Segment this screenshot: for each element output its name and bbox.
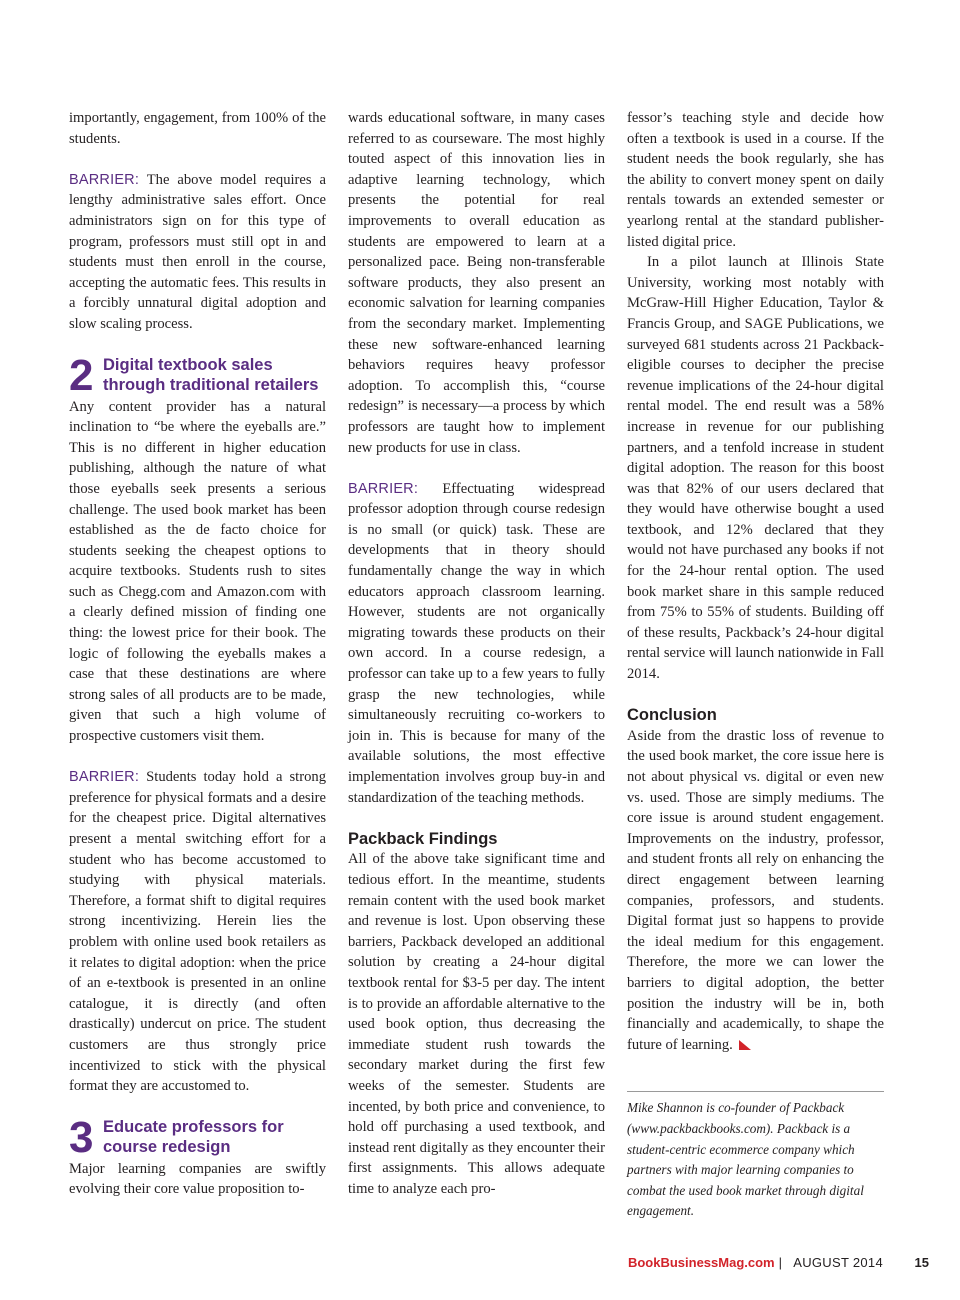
section-title: Digital textbook sales through traditional retailers (103, 355, 319, 395)
paragraph: Any content provider has a natural inclination to “be where the eyeballs are.” This is no different in higher education publishing, although the nature of what those eyeballs seek presents a serious challenge. The used book market has been established as the de facto choice for students seeking the cheapest options to acquire textbooks. Students rush to sites such as Chegg.com and Amazon.com with a clearly defined mission of finding one thing: the lowest price for their book. The logic of following the eyeballs makes a case that these destinations are where strong sales of all products are to be made, given that such a high volume of prospective customers visit them. (69, 398, 326, 745)
paragraph: Major learning companies are swiftly evolving their core value proposition to- (69, 1160, 326, 1198)
section-heading-3 (69, 1112, 326, 1162)
author-bio-text: Mike Shannon is co-founder of Packback (www.packbackbooks.com). Packback is a student-centric ecommerce company which partners with major learning companies to combat the used book market through digital engagement. (627, 1100, 864, 1219)
end-mark-icon (739, 1040, 751, 1050)
column-2 (348, 108, 605, 1199)
barrier-text: Students today hold a strong preference for physical formats and a desire for the cheapest price. Digital alternatives present a mental switching effort for a student who has become accustomed to studying with physical materials. Therefore, a format shift to digital requires strong incentivizing. Herein lies the problem with online used book retailers as it relates to digital adoption: when the price of an e-textbook is presented in an online catalogue, it is directly (and often drastically) undercut on price. The student customers are thus strongly price incentivized to stick with the physical format they are accustomed to. (69, 769, 326, 1095)
paragraph: All of the above take significant time and tedious effort. In the meantime, students remain content with the used book market and revenue is lost. Upon observing these barriers, Packback developed an additional solution by creating a 24-hour digital textbook rental for $3-5 per day. The intent is to provide an affordable alternative to the used book option, thus decreasing the immediate student rush towards the secondary market during the first few weeks of the semester. Students are incented, by both price and convenience, to hold off purchasing a used textbook, and instead rent digitally as they encounter their first assignments. This allows adequate time to analyze each pro- (348, 851, 605, 1197)
paragraph: In a pilot launch at Illinois State University, working most notably with McGraw-Hill Higher Education, Taylor & Francis Group, and SAGE Publications, we surveyed 681 students across 21 Packback-eligible courses to decipher the precise revenue implications of the 24-hour digital rental model. The end result was a 58% increase in revenue for our publishing partners, and a tenfold increase in student digital adoption. The reason for this boost was that 82% of our users declared that they would have otherwise bought a used textbook, and 12% declared that they would not have purchased any books if not for the 24-hour rental option. The used book market share in this sample reduced from 75% to 55% of students. Building off of these results, Packback’s 24-hour digital rental service will launch nationwide in Fall 2014. (627, 254, 884, 683)
footer-site-name: BookBusinessMag.com (627, 1255, 775, 1270)
footer-separator: | (778, 1255, 782, 1270)
page-number: 15 (914, 1255, 929, 1270)
paragraph: importantly, engagement, from 100% of the students. (69, 110, 326, 147)
findings-heading: Packback Findings (348, 829, 498, 848)
barrier-label: BARRIER: (348, 480, 419, 497)
barrier-label: BARRIER: (69, 769, 140, 786)
paragraph: fessor’s teaching style and decide how often a textbook is used in a course. If the student needs the book regularly, she has the ability to convert money spent on daily rentals towards an extended semester or yearlong rental at the standard publisher-listed digital price. (627, 110, 884, 250)
section-number: 2 (69, 350, 94, 400)
conclusion-text: Aside from the drastic loss of revenue to the used book market, the core issue here is not about physical vs. digital or even new vs. used. Those are simply mediums. The core issue is around student engagement. Improvements on the industry, professor, and student fronts all rely on enhancing the direct engagement between learning companies, professors, and students. Digital format just so happens to provide the ideal medium for this engagement. Therefore, the more we can lower the barriers to digital adoption, the better position the industry will be in, both financially and academically, to shape the future of learning. (627, 727, 884, 1053)
conclusion-heading: Conclusion (627, 706, 717, 725)
barrier-label: BARRIER: (69, 171, 140, 188)
page-footer (0, 1255, 960, 1273)
footer-site (628, 1255, 786, 1270)
barrier-paragraph (348, 479, 605, 809)
column-3 (627, 108, 884, 1222)
section-heading-2 (69, 350, 326, 400)
barrier-text: Effectuating widespread professor adoption through course redesign is no small (or quick) task. These are developments that in theory should fundamentally change the way in which educators approach classroom learning. However, students are not organically migrating towards these products on their own accord. In a course redesign, a professor can take up to a few years to fully grasp the new technologies, while simultaneously recruiting co-workers to join in. This is because for many of the available solutions, the most effective implementation involves group buy-in and standardization of the teaching methods. (348, 480, 605, 806)
barrier-paragraph (69, 767, 326, 1097)
paragraph: wards educational software, in many cases referred to as courseware. The most highly touted aspect of this innovation lies in adaptive learning technology, which presents the potential for real improvements to overall education as students are empowered to learn at a personalized pace. Being non-transferable software products, they also present an economic salvation for learning companies from the secondary market. Implementing these new software-enhanced learning behaviors requires heavy professor adoption. To accomplish this, “course redesign” is necessary—a process by which professors are taught how to implement new products for use in class. (348, 110, 605, 456)
footer-issue: AUGUST 2014 (793, 1255, 883, 1270)
column-1 (69, 108, 326, 1200)
barrier-paragraph (69, 170, 326, 335)
section-title: Educate professors for course redesign (103, 1117, 284, 1157)
author-bio (627, 1091, 884, 1222)
section-number: 3 (69, 1112, 94, 1162)
barrier-text: The above model requires a lengthy administrative sales effort. Once administrators sign on for this type of program, professors must still opt in and students must then enroll in the course, accepting the automatic fees. This results in a forcibly unnatural digital adoption and slow scaling process. (69, 171, 326, 332)
conclusion-paragraph (627, 726, 884, 1056)
